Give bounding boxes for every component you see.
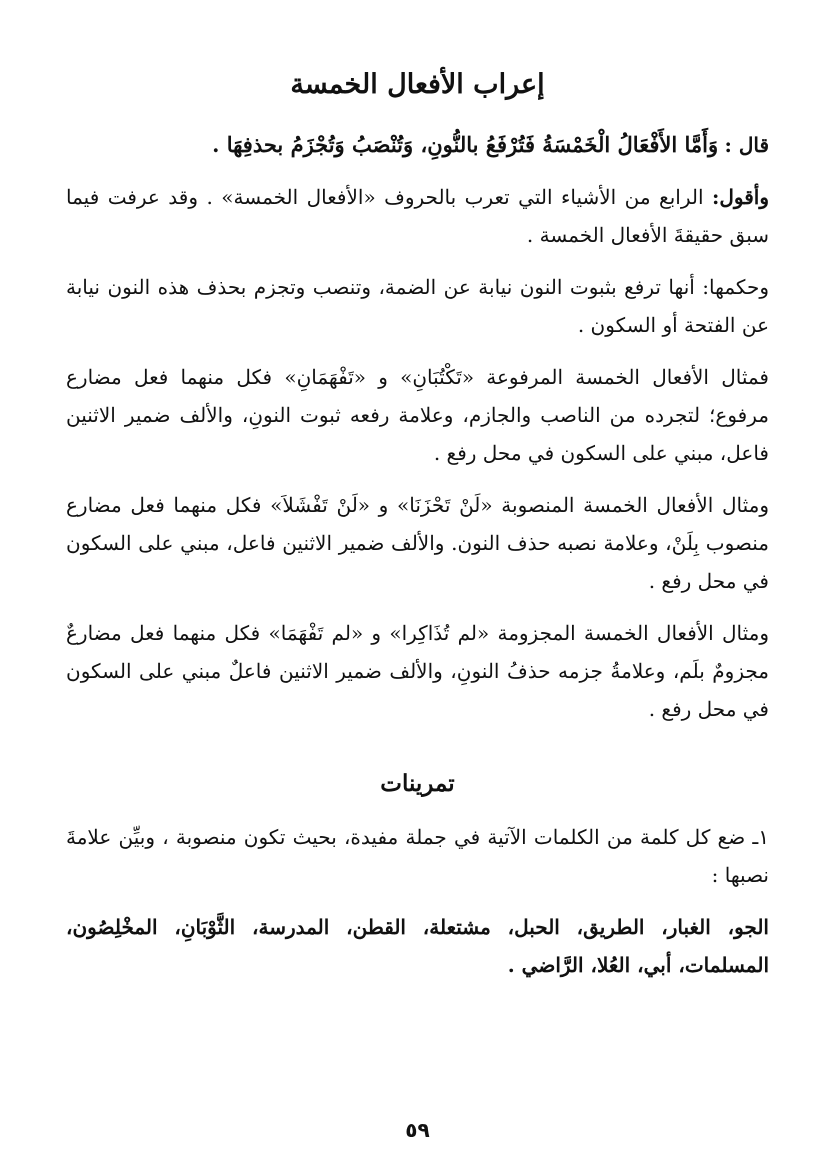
paragraph-accusative-example: ومثال الأفعال الخمسة المنصوبة «لَنْ تَحْزَنَا» و «لَنْ تَفْشَلاَ» فكل منهما فعل مضارع منصوب بِلَنْ، وعلامة نصبه حذف النون. والألف ضمير الاثنين فاعل، مبني على السكون في محل رفع . — [66, 492, 769, 593]
paragraph-jussive-example: ومثال الأفعال الخمسة المجزومة «لم تُذَاكِرا» و «لم تَفْهَمَا» فكل منهما فعل مضارعٌ مجزومٌ بلَم، وعلامةُ جزمه حذفُ النونِ، والألف ضمير الاثنين فاعلٌ مبني على السكون في محل رفع . — [66, 620, 769, 721]
exercise-instruction: ١ـ ضع كل كلمة من الكلمات الآتية في جملة مفيدة، بحيث تكون منصوبة ، وبيِّن علامةَ نصبها : — [66, 824, 769, 887]
paragraph-intro — [66, 178, 769, 254]
quoted-rule-lead: قال : — [724, 132, 769, 157]
page-number: ٥٩ — [405, 1118, 430, 1142]
paragraph-rule: وحكمها: أنها ترفع بثبوت النون نيابة عن الضمة، وتنصب وتجزم بحذف هذه النون نيابة عن الفتحة أو السكون . — [66, 274, 769, 337]
book-page — [66, 66, 769, 1176]
exercises-title: تمرينات — [380, 769, 455, 797]
quoted-rule — [66, 126, 769, 164]
paragraph-intro-text: الرابع من الأشياء التي تعرب بالحروف «الأفعال الخمسة» . وقد عرفت فيما سبق حقيقةَ الأفعال الخمسة . — [66, 184, 769, 247]
quoted-rule-text: وَأَمَّا الأَفْعَالُ الْخَمْسَةُ فَتُرْفَعُ بالنُّونِ، وَتُنْصَبُ وَتُجْزَمُ بحذفِهَا . — [212, 131, 719, 157]
paragraph-intro-lead: وأقول: — [711, 184, 769, 209]
exercise-word-list: الجو، الغبار، الطريق، الحبل، مشتعلة، القطن، المدرسة، الثَّوْبَانِ، المخْلِصُون، المسلمات، أبي، العُلا، الرَّاضي . — [66, 914, 769, 977]
paragraph-nominative-example: فمثال الأفعال الخمسة المرفوعة «تَكْتُبَانِ» و «تَفْهَمَانِ» فكل منهما فعل مضارع مرفوع؛ لتجرده من الناصب والجازم، وعلامة رفعه ثبوت النونِ، والألف ضمير الاثنين فاعل، مبني على السكون في محل رفع . — [66, 364, 769, 465]
page-title: إعراب الأفعال الخمسة — [290, 69, 545, 100]
